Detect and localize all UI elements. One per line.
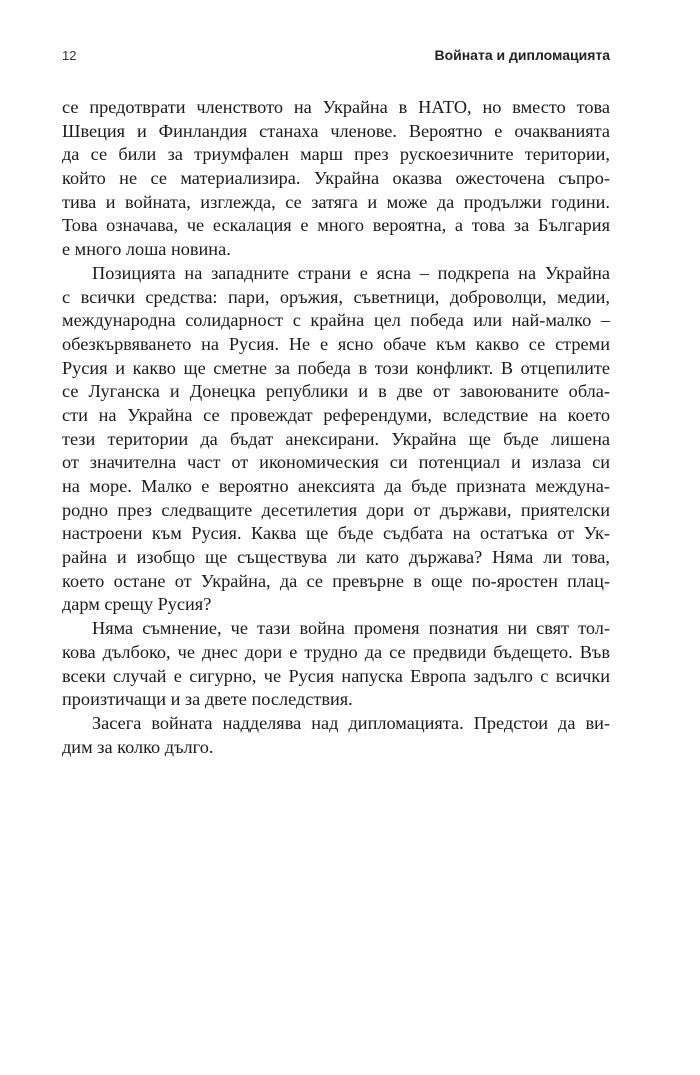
text-line: всеки случай е сигурно, че Русия напуска Европа задълго с всички (62, 665, 610, 686)
text-line: Няма съмнение, че тази война променя познатия ни свят тол- (92, 618, 610, 639)
text-line: се Луганска и Донецка републики и в две от завоюваните обла- (62, 381, 610, 402)
body-text (62, 96, 610, 759)
paragraph (62, 617, 610, 712)
text-line: Това означава, че ескалация е много вероятна, а това за България (62, 215, 610, 236)
text-line: с всички средства: пари, оръжия, съветници, доброволци, медии, (62, 286, 610, 307)
text-line: тива и войната, изглежда, се затяга и може да продължи години. (62, 191, 610, 212)
text-line: дарм срещу Русия? (62, 594, 212, 615)
text-line: кова дълбоко, че днес дори е трудно да се предвиди бъдещето. Във (62, 641, 610, 662)
text-line: който не се материализира. Украйна оказва ожесточена съпро- (62, 168, 610, 189)
text-line: обезкървяването на Русия. Не е ясно обаче към какво се стреми (62, 333, 610, 354)
text-line: райна и изобщо ще съществува ли като държава? Няма ли това, (62, 547, 610, 568)
text-line: тези територии да бъдат анексирани. Украйна ще бъде лишена (62, 428, 610, 449)
paragraph (62, 262, 610, 617)
page-number: 12 (62, 48, 77, 63)
text-line: дим за колко дълго. (62, 736, 214, 757)
paragraph (62, 712, 610, 759)
text-line: Позицията на западните страни е ясна – подкрепа на Украйна (92, 262, 610, 283)
text-line: е много лоша новина. (62, 239, 231, 260)
text-line: се предотврати членството на Украйна в НАТО, но вместо това (62, 97, 610, 117)
text-line: на море. Малко е вероятно анексията да бъде призната междуна- (62, 476, 610, 496)
text-line: да се били за триумфален марш през рускоезичните територии, (62, 144, 610, 165)
text-line: сти на Украйна се провеждат референдуми, вследствие на което (62, 404, 610, 425)
text-line: настроени към Русия. Каква ще бъде съдбата на остатъка от Ук- (62, 523, 610, 544)
paragraph (62, 96, 610, 262)
text-line: от значителна част от икономическия си потенциал и излаза си (62, 452, 610, 473)
text-line: международна солидарност с крайна цел победа или най-малко – (62, 310, 610, 331)
text-line: Русия и какво ще сметне за победа в този конфликт. В отцепилите (62, 357, 610, 378)
text-line: родно през следващите десетилетия дори от държави, приятелски (62, 499, 610, 520)
running-head: Войната и дипломацията (434, 47, 610, 63)
text-line: произтичащи и за двете последствия. (62, 689, 353, 710)
text-line: Швеция и Финландия станаха членове. Вероятно е очакванията (62, 120, 610, 141)
text-line: което остане от Украйна, да се превърне в още по-яростен плац- (62, 570, 610, 591)
text-line: Засега войната надделява над дипломацията. Предстои да ви- (92, 712, 610, 733)
